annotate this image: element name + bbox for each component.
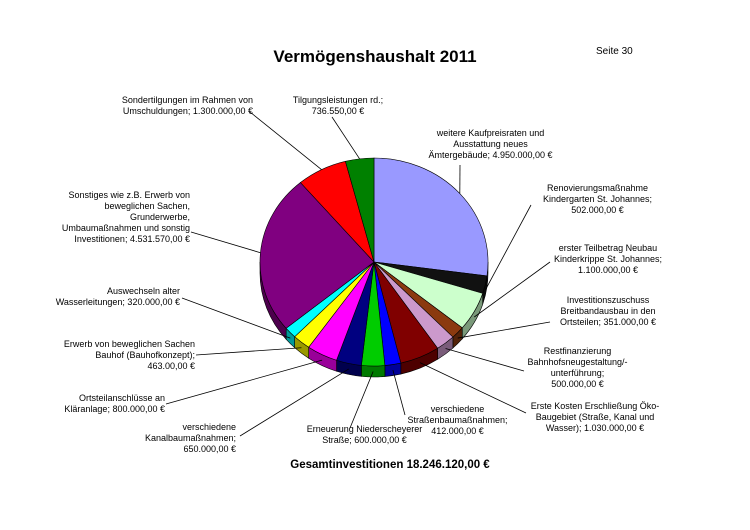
pie-slice-0 xyxy=(374,158,488,276)
chart-subtitle: Gesamtinvestitionen 18.246.120,00 € xyxy=(290,459,490,471)
leader-line-12 xyxy=(191,232,260,253)
slice-label-6: verschiedene Straßenbaumaßnahmen; 412.000,00 € xyxy=(407,404,508,436)
leader-line-1 xyxy=(485,205,531,290)
slice-label-10: Erwerb von beweglichen Sachen Bauhof (Bauhofkonzept); 463.00,00 € xyxy=(63,339,195,371)
pie-slice-side-7 xyxy=(361,365,385,377)
slice-label-0: weitere Kaufpreisraten und Ausstattung neues Ämtergebäude; 4.950.000,00 € xyxy=(428,128,553,160)
leader-line-10 xyxy=(196,348,301,355)
chart-title: Vermögenshaushalt 2011 xyxy=(273,47,477,66)
page-number: Seite 30 xyxy=(596,46,633,57)
leader-line-4 xyxy=(446,348,524,371)
slice-label-12: Sonstiges wie z.B. Erwerb von beweglichen Sachen, Grunderwerbe, Umbaumaßnahmen und sonstig Investitionen; 4.531.570,00 € xyxy=(61,190,190,244)
leader-line-14 xyxy=(332,117,360,159)
slice-label-7: Erneuerung Niederscheyerer Straße; 600.000,00 € xyxy=(306,424,423,445)
leader-line-13 xyxy=(250,112,322,170)
slice-label-2: erster Teilbetrag Neubau Kinderkrippe St. Johannes; 1.100.000,00 € xyxy=(553,243,663,275)
slice-label-9: Ortsteilanschlüsse an Kläranlage; 800.000,00 € xyxy=(64,393,165,414)
slice-label-5: Erste Kosten Erschließung Öko- Baugebiet (Straße, Kanal und Wasser); 1.030.000,00 € xyxy=(530,401,660,433)
slice-label-14: Tilgungsleistungen rd.; 736.550,00 € xyxy=(292,95,384,116)
slice-label-11: Auswechseln alter Wasserleitungen; 320.000,00 € xyxy=(55,286,180,307)
slice-label-13: Sondertilgungen im Rahmen von Umschuldungen; 1.300.000,00 € xyxy=(121,95,253,116)
slice-label-4: Restfinanzierung Bahnhofsneugestaltung/- unterführung; 500.000,00 € xyxy=(527,346,628,389)
leader-line-7 xyxy=(350,371,373,428)
slice-label-3: Investitionszuschuss Breitbandausbau in den Ortsteilen; 351.000,00 € xyxy=(559,295,657,327)
slice-label-8: verschiedene Kanalbaumaßnahmen; 650.000,00 € xyxy=(144,422,236,454)
slice-label-1: Renovierungsmaßnahme Kindergarten St. Johannes; 502.000,00 € xyxy=(542,183,653,215)
